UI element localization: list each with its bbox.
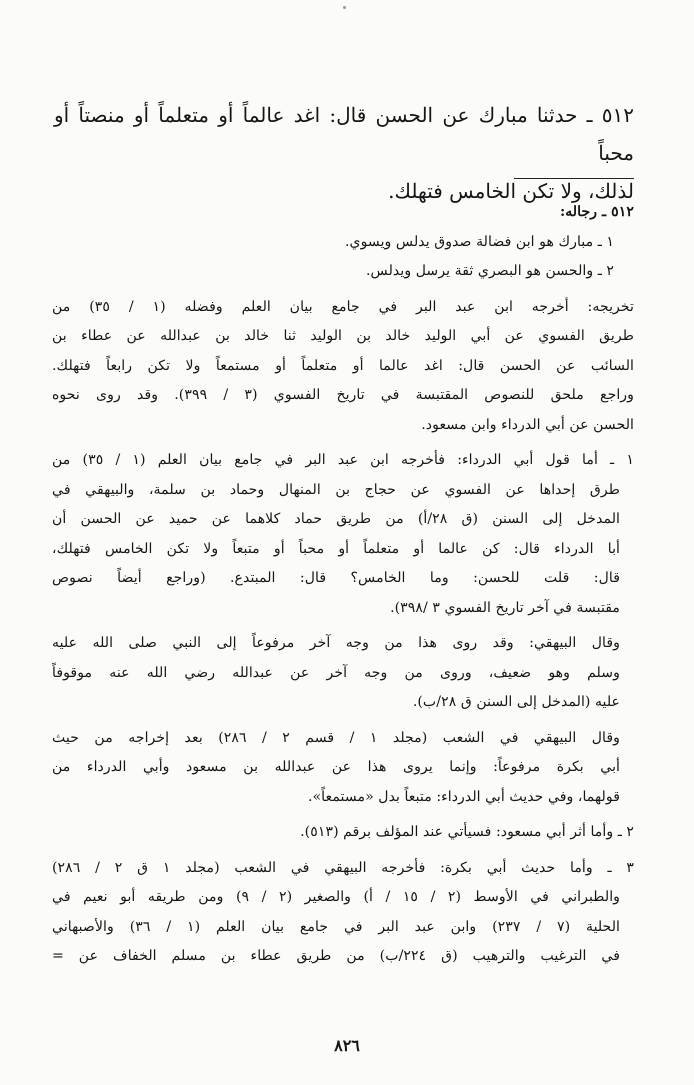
scan-mark: [343, 6, 346, 9]
abu-bakra-paragraph: [52, 854, 634, 972]
takhrij-line: السائب عن الحسن قال: اغد عالما أو متعلماً أو مستمعاً ولا تكن رابعاً فتهلك.: [52, 357, 634, 374]
narrator-note: ٢ ـ والحسن هو البصري ثقة يرسل ويدلس.: [366, 263, 614, 279]
takhrij-line: تخريجه: أخرجه ابن عبد البر في جامع بيان العلم وفضله (١ / ٣٥) من: [52, 298, 634, 315]
footnote-heading: ٥١٢ ـ رجاله:: [559, 204, 634, 220]
main-line: لذلك، ولا تكن الخامس فتهلك.: [388, 179, 634, 203]
abu-darda-paragraph: [52, 446, 634, 623]
footnotes: [52, 198, 634, 972]
bayhaqi-line: وقال البيهقي: وقد روى هذا من وجه آخر مرفوعاً إلى النبي صلى الله عليه: [52, 635, 620, 651]
main-line: ٥١٢ ـ حدثنا مبارك عن الحسن قال: اغد عالماً أو متعلماً أو منصتاً أو محباً: [54, 103, 634, 165]
bayhaqi-line: عليه (المدخل إلى السنن ق ٢٨/ب).: [412, 694, 620, 710]
takhrij-paragraph: [52, 293, 634, 441]
main-text: [54, 96, 634, 210]
bayhaqi-paragraph-1: [52, 629, 634, 718]
abu-darda-line: أبا الدرداء قال: كن عالما أو متعلماً أو محباً أو متبعاً ولا تكن الخامس فتهلك،: [52, 540, 620, 557]
bayhaqi-line: قولهما، وفي حديث أبي الدرداء: متبعاً بدل «مستمعاً».: [307, 788, 620, 805]
takhrij-line: الحسن عن أبي الدرداء وابن مسعود.: [421, 416, 634, 433]
abu-darda-line: ١ ـ أما قول أبي الدرداء: فأخرجه ابن عبد البر في جامع بيان العلم (١ / ٣٥) من: [52, 452, 634, 468]
bayhaqi-line: أبي بكرة مرفوعاً: وإنما يروى هذا عن عبدالله بن مسعود وأبي الدرداء من: [52, 759, 620, 775]
narrator-note: ١ ـ مبارك هو ابن فضالة صدوق يدلس ويسوي.: [344, 233, 614, 250]
abu-darda-line: المدخل إلى السنن (ق ٢٨/أ) من طريق حماد كلاهما عن حميد عن الحسن أن: [52, 511, 620, 527]
footnote-separator: [514, 178, 634, 179]
bayhaqi-line: وسلم وهو ضعيف، وروى من وجه آخر عن عبدالله رضي الله عنه موقوفاً: [52, 664, 620, 681]
page-number: ٨٢٦: [334, 1036, 360, 1055]
ibn-masud-note: ٢ ـ وأما أثر أبي مسعود: فسيأتي عند المؤلف برقم (٥١٣).: [300, 824, 634, 840]
abu-bakra-line: والطبراني في الأوسط (٢ / ١٥ / أ) والصغير (٢ / ٩) ومن طريقه أبو نعيم في: [52, 889, 620, 905]
abu-bakra-line: في الترغيب والترهيب (ق ٢٢٤/ب) من طريق عطاء بن مسلم الخفاف عن =: [52, 948, 620, 964]
bayhaqi-line: وقال البيهقي في الشعب (مجلد ١ / قسم ٢ / ٢٨٦) بعد إخراجه من حيث: [52, 729, 620, 746]
abu-darda-line: طرق إحداها عن الفسوي عن حجاج بن المنهال وحماد بن سلمة، والبيهقي في: [52, 481, 620, 498]
takhrij-line: وراجع ملحق للنصوص المقتبسة في تاريخ الفسوي (٣ / ٣٩٩). وقد روى نحوه: [52, 387, 634, 403]
abu-darda-line: مقتبسة في آخر تاريخ الفسوي ٣ /٣٩٨).: [390, 599, 620, 616]
bayhaqi-paragraph-2: [52, 724, 634, 813]
abu-darda-line: قال: قلت للحسن: وما الخامس؟ قال: المبتدع. (وراجع أيضاً نصوص: [52, 570, 620, 586]
takhrij-line: طريق الفسوي عن أبي الوليد خالد بن الوليد ثنا خالد بن عبدالله عن عطاء بن: [52, 328, 634, 344]
abu-bakra-line: الحلية (٧ / ٢٣٧) وابن عبد البر في جامع بيان العلم (١ / ٣٦) والأصبهاني: [52, 918, 620, 935]
abu-bakra-line: ٣ ـ وأما حديث أبي بكرة: فأخرجه البيهقي في الشعب (مجلد ١ ق ٢ / ٢٨٦): [52, 859, 634, 876]
